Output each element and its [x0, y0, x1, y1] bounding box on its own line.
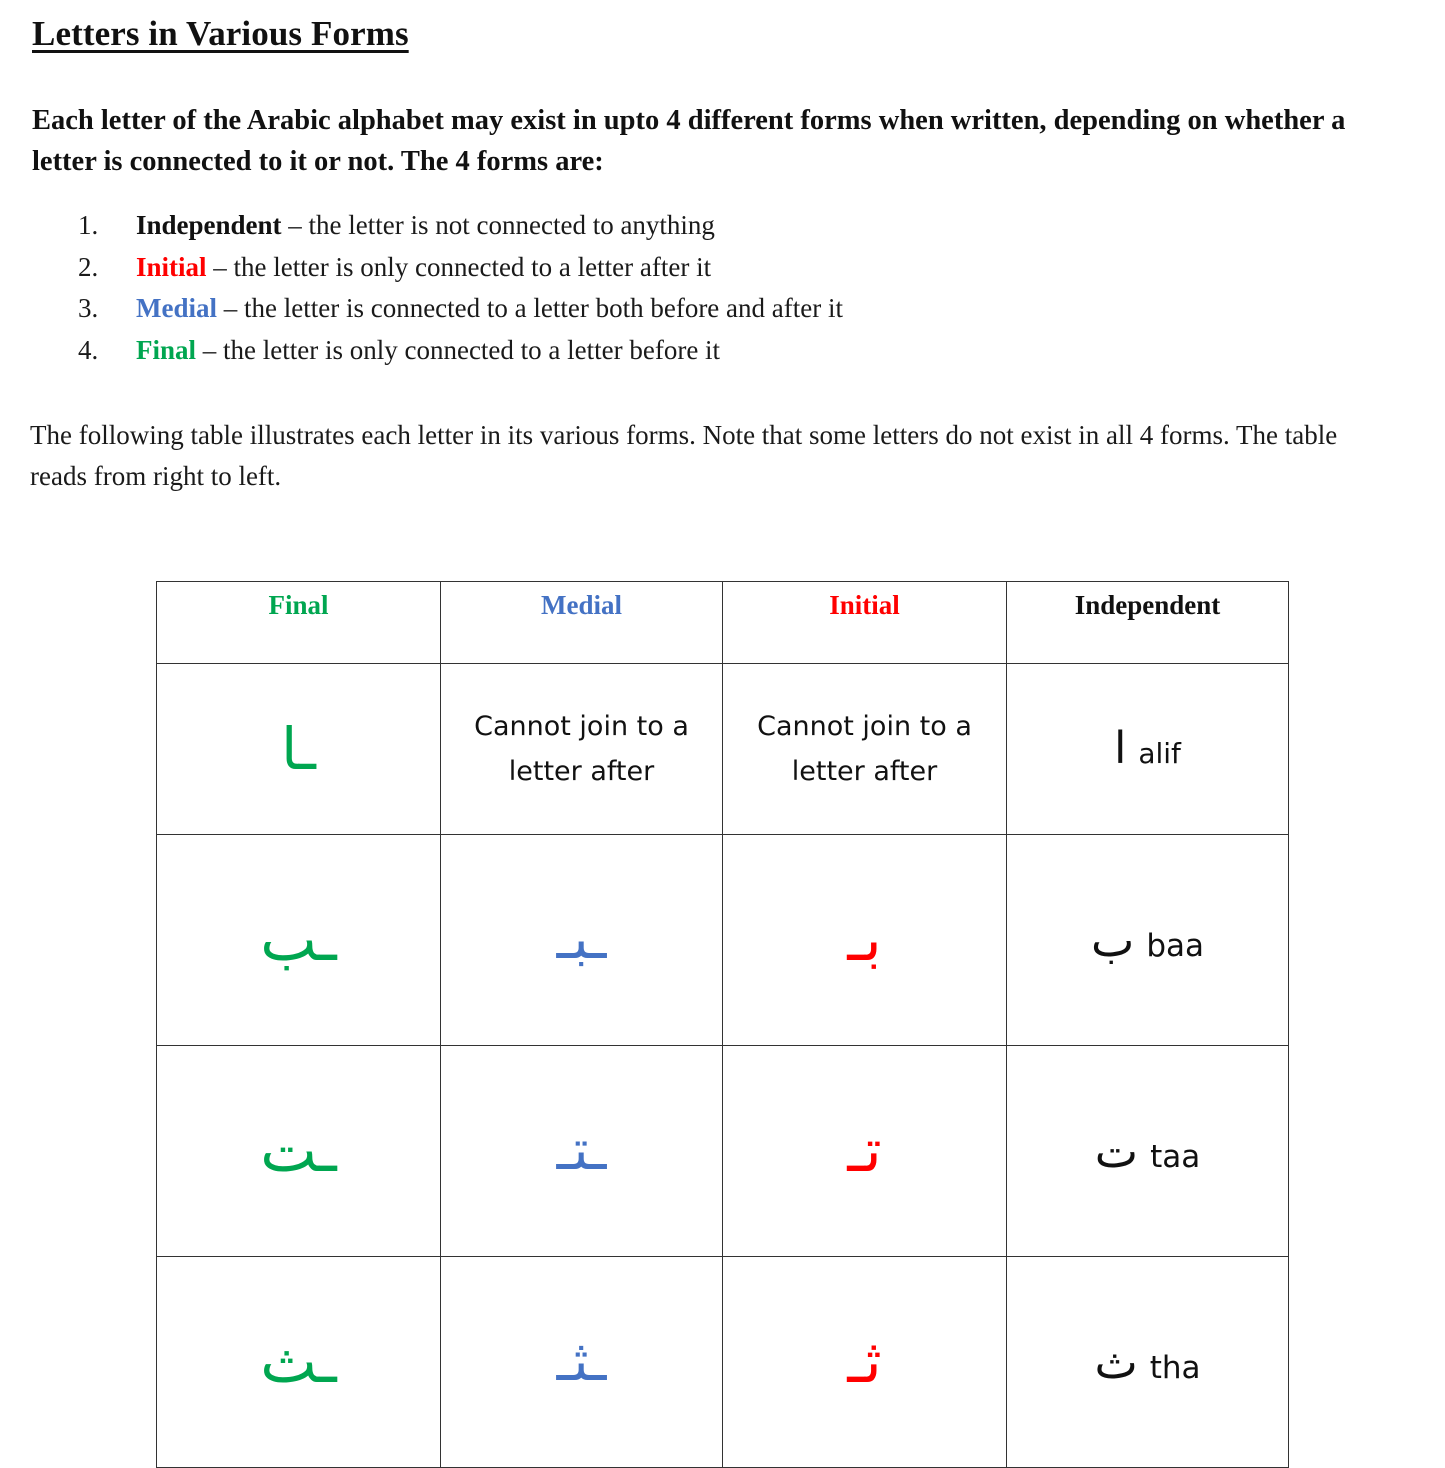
forms-list: [78, 205, 1358, 371]
letter-name-baa: baa: [1146, 928, 1204, 964]
table-row-alif: [157, 664, 1289, 835]
independent-form-alif: [1007, 664, 1289, 835]
letter-name-taa: taa: [1150, 1139, 1201, 1175]
initial-form-tha: ثـ: [723, 1257, 1007, 1468]
intro-paragraph: Each letter of the Arabic alphabet may exist in upto 4 different forms when written, depending on whether a letter is connected to it or not. The 4 forms are:: [32, 105, 1346, 177]
list-item-description: – the letter is not connected to anything: [281, 210, 715, 240]
table-header-row: [157, 582, 1289, 664]
list-item-number: 2.: [78, 251, 99, 282]
final-form-tha: ـث: [157, 1257, 441, 1468]
independent-cell-content: [1091, 913, 1204, 967]
list-item-description: – the letter is only connected to a letter before it: [196, 334, 721, 365]
column-header-final: Final: [157, 582, 441, 664]
table-row-taa: [157, 1046, 1289, 1257]
independent-cell-content: [1114, 723, 1181, 774]
list-item-number: 3.: [78, 293, 99, 323]
independent-cell-content: [1094, 1335, 1201, 1389]
list-item-number: 1.: [78, 210, 99, 240]
column-header-medial: Medial: [441, 582, 723, 664]
independent-form-baa: [1007, 835, 1289, 1046]
independent-cell-content: [1094, 1124, 1201, 1178]
list-item: [78, 330, 1358, 372]
list-item-description: – the letter is only connected to a letter after it: [206, 251, 712, 282]
table-row-tha: [157, 1257, 1289, 1468]
initial-form-baa: بـ: [723, 835, 1007, 1046]
list-item-term: Initial: [136, 251, 207, 282]
list-item: [78, 247, 1358, 289]
final-form-taa: ـت: [157, 1046, 441, 1257]
letter-name-alif: alif: [1138, 737, 1181, 770]
list-item-term: Final: [136, 334, 197, 365]
arabic-glyph-baa: ب: [1091, 913, 1135, 967]
page-title: Letters in Various Forms: [32, 14, 409, 53]
letter-name-tha: tha: [1149, 1350, 1201, 1386]
independent-form-tha: [1007, 1257, 1289, 1468]
list-item-term: Independent: [136, 210, 282, 240]
initial-note-alif: Cannot join to a letter after: [723, 664, 1007, 835]
column-header-independent: Independent: [1007, 582, 1289, 664]
list-item: [78, 205, 1358, 247]
table-note-paragraph: The following table illustrates each letter in its various forms. Note that some letters do not exist in all 4 forms. The table reads from right to left.: [30, 420, 1338, 491]
medial-form-baa: ـبـ: [441, 835, 723, 1046]
list-item-description: – the letter is connected to a letter both before and after it: [217, 293, 843, 323]
arabic-glyph-taa: ت: [1094, 1124, 1139, 1178]
list-item-number: 4.: [78, 334, 99, 365]
medial-form-taa: ـتـ: [441, 1046, 723, 1257]
arabic-glyph-tha: ث: [1094, 1335, 1138, 1389]
independent-form-taa: [1007, 1046, 1289, 1257]
table-row-baa: [157, 835, 1289, 1046]
medial-form-tha: ـثـ: [441, 1257, 723, 1468]
list-item: [78, 288, 1358, 330]
list-item-term: Medial: [136, 293, 217, 323]
letter-forms-table: [156, 581, 1289, 1468]
final-form-baa: ـب: [157, 835, 441, 1046]
final-form-alif: ـا: [157, 664, 441, 835]
arabic-glyph-alif: ا: [1114, 723, 1127, 774]
initial-form-taa: تـ: [723, 1046, 1007, 1257]
medial-note-alif: Cannot join to a letter after: [441, 664, 723, 835]
column-header-initial: Initial: [723, 582, 1007, 664]
